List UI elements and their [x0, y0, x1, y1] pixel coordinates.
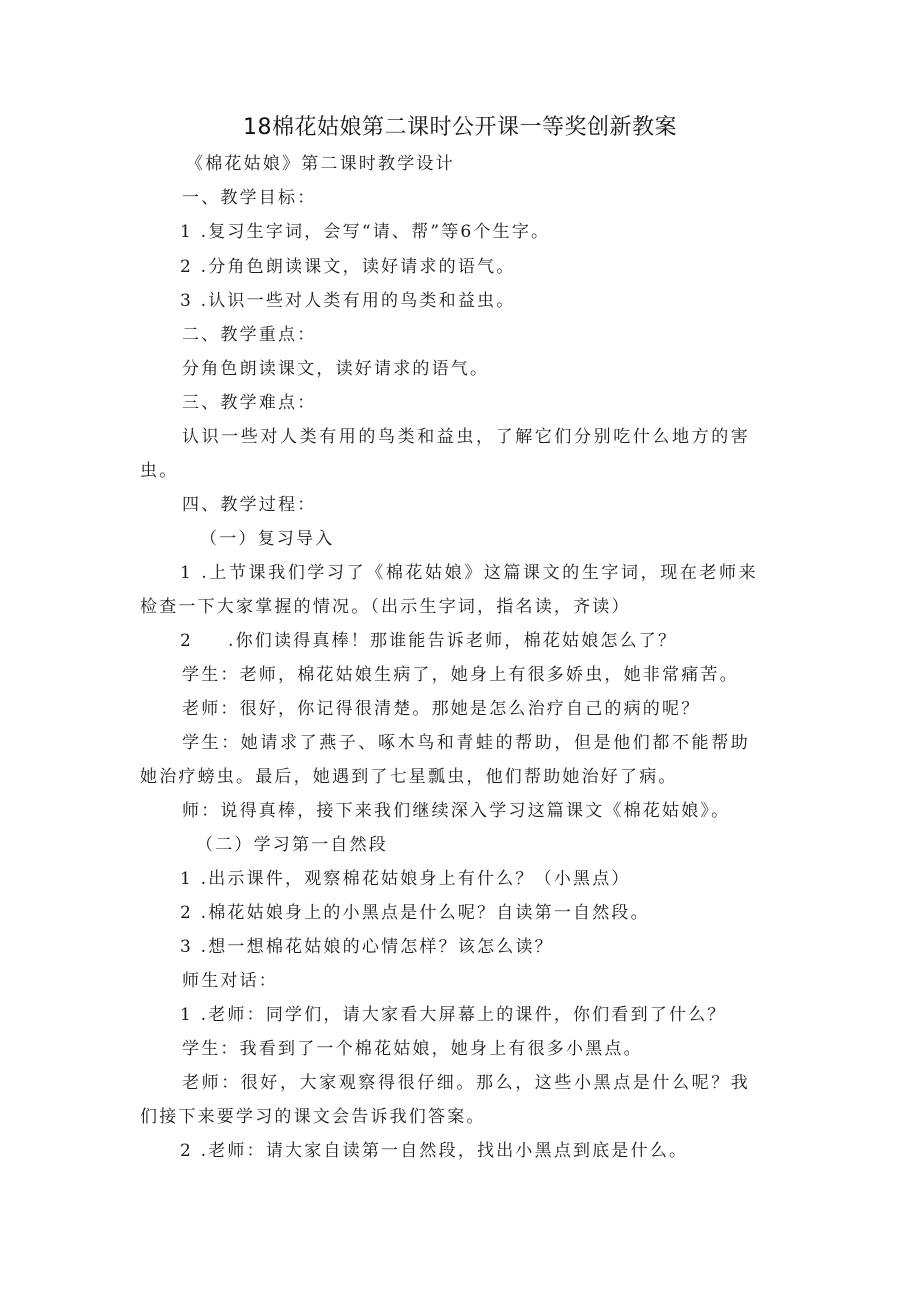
dialogue-line: 老师：很好，大家观察得很仔细。那么，这些小黑点是什么呢？我 — [182, 1073, 751, 1093]
process-item-cont: 检查一下大家掌握的情况。（出示生字词，指名读，齐读） — [140, 597, 631, 617]
dialogue-line: 师：说得真棒，接下来我们继续深入学习这篇课文《棉花姑娘》。 — [182, 801, 731, 821]
dialogue-heading: 师生对话： — [182, 971, 278, 991]
dialogue-line-cont: 她治疗螃虫。最后，她遇到了七星瓢虫，他们帮助她治好了病。 — [140, 767, 678, 787]
process-item-number: 2 — [180, 631, 194, 651]
part2-heading: （二）学习第一自然段 — [196, 835, 388, 855]
dialogue-line: 学生：我看到了一个棉花姑娘，她身上有很多小黑点。 — [182, 1039, 643, 1059]
process-item: 1 .上节课我们学习了《棉花姑娘》这篇课文的生字词，现在老师来 — [180, 563, 759, 583]
process-item: 3 .想一想棉花姑娘的心情怎样？该怎么读？ — [180, 937, 554, 957]
dialogue-line: 2 .老师：请大家自读第一自然段，找出小黑点到底是什么。 — [180, 1141, 689, 1161]
document-title: 18棉花姑娘第二课时公开课一等奖创新教案 — [243, 115, 677, 140]
key-text: 分角色朗读课文，读好请求的语气。 — [182, 359, 490, 379]
goal-item: 1 .复习生字词，会写“请、帮”等6个生字。 — [180, 222, 551, 242]
process-item: .你们读得真棒！那谁能告诉老师，棉花姑娘怎么了？ — [228, 631, 678, 651]
difficulty-text-cont: 虫。 — [140, 461, 179, 481]
goal-item: 3 .认识一些对人类有用的鸟类和益虫。 — [180, 291, 516, 311]
key-heading: 二、教学重点： — [182, 325, 317, 345]
goal-item: 2 .分角色朗读课文，读好请求的语气。 — [180, 257, 516, 277]
part1-heading: （一）复习导入 — [200, 529, 335, 549]
subtitle: 《棉花姑娘》第二课时教学设计 — [186, 154, 455, 174]
goals-heading: 一、教学目标： — [182, 188, 317, 208]
difficulty-heading: 三、教学难点： — [182, 393, 317, 413]
dialogue-line: 老师：很好，你记得很清楚。那她是怎么治疗自己的病的呢？ — [182, 699, 701, 719]
process-heading: 四、教学过程： — [182, 495, 317, 515]
process-item: 2 .棉花姑娘身上的小黑点是什么呢？自读第一自然段。 — [180, 903, 650, 923]
difficulty-text: 认识一些对人类有用的鸟类和益虫，了解它们分别吃什么地方的害 — [182, 427, 751, 447]
process-item: 1 .出示课件，观察棉花姑娘身上有什么？（小黑点） — [180, 869, 631, 889]
dialogue-line-cont: 们接下来要学习的课文会告诉我们答案。 — [140, 1107, 486, 1127]
dialogue-line: 1 .老师：同学们，请大家看大屏幕上的课件，你们看到了什么？ — [180, 1005, 727, 1025]
dialogue-line: 学生：她请求了燕子、啄木鸟和青蛙的帮助，但是他们都不能帮助 — [182, 733, 751, 753]
dialogue-line: 学生：老师，棉花姑娘生病了，她身上有很多娇虫，她非常痛苦。 — [182, 665, 739, 685]
